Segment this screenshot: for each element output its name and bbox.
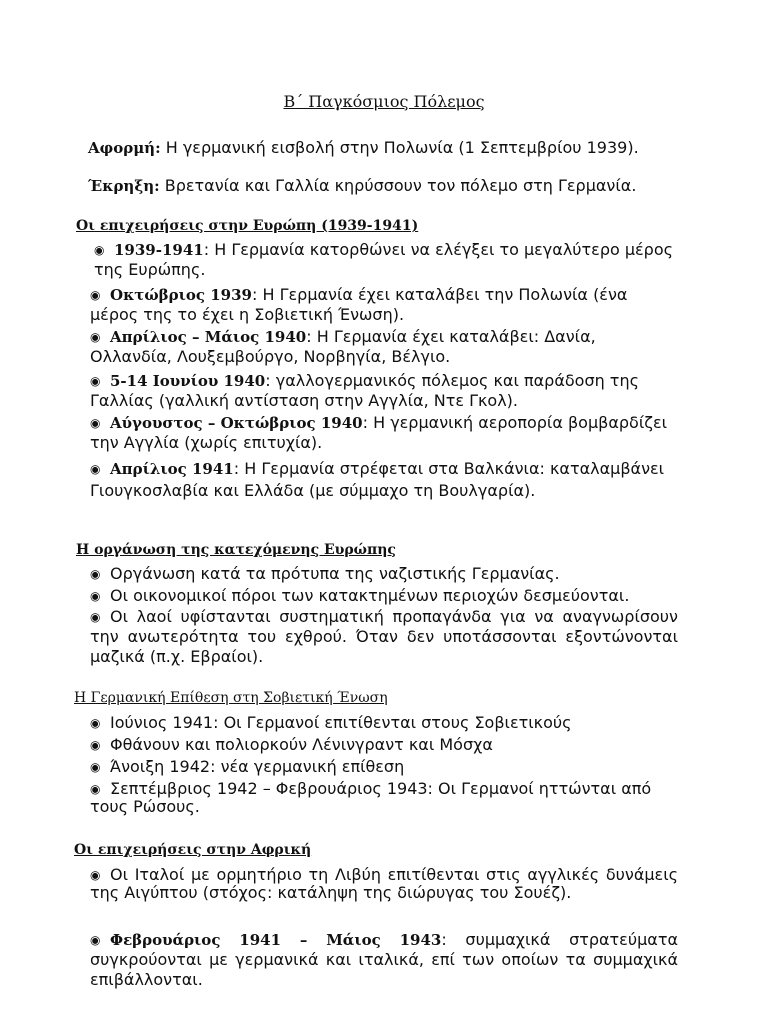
list-item [90,371,678,410]
page-title: Β΄ Παγκόσμιος Πόλεμος [283,92,485,111]
bullet-icon: ◉ [90,782,101,796]
item-text: : Η Γερμανία έχει καταλάβει την Πολωνία (ένα μέρος της το έχει η Σοβιετική Ένωση). [90,285,628,324]
list-item [90,930,678,990]
list-item [90,713,678,733]
bullet-icon: ◉ [90,330,101,344]
bullet-icon: ◉ [90,868,101,882]
bullet-icon: ◉ [90,288,101,302]
bullet-icon: ◉ [90,374,101,388]
item-text: : Η Γερμανία στρέφεται στα Βαλκάνια: καταλαμβάνει Γιουγκοσλαβία και Ελλάδα (με σύμμαχο τη Βουλγαρία). [90,459,665,500]
bullet-icon: ◉ [90,567,101,581]
list-item [90,586,678,606]
section-heading-africa: Οι επιχειρήσεις στην Αφρική [74,842,312,858]
item-date: Φεβρουάριος 1941 – Μάιος 1943 [110,931,442,949]
bullet-icon: ◉ [90,760,101,774]
list-item [90,564,678,584]
bullet-icon: ◉ [90,589,101,603]
item-date: 5-14 Ιουνίου 1940 [110,372,266,390]
list-item [90,757,678,777]
cause-text: Η γερμανική εισβολή στην Πολωνία (1 Σεπτεμβρίου 1939). [160,138,639,157]
item-date: 1939-1941 [114,241,204,259]
bullet-icon: ◉ [90,716,101,730]
item-text: Ιούνιος 1941: Οι Γερμανοί επιτίθενται στους Σοβιετικούς [110,713,572,732]
list-item [94,240,684,279]
list-item [90,327,678,366]
item-text: : Η Γερμανία έχει καταλάβει: Δανία, Ολλανδία, Λουξεμβούργο, Νορβηγία, Βέλγιο. [90,327,596,366]
list-item [90,285,678,324]
cause-label: Αφορμή: [88,139,161,157]
section-heading-ussr: Η Γερμανική Επίθεση στη Σοβιετική Ένωση [74,690,388,706]
list-item [90,866,678,902]
list-item [90,458,678,502]
section-heading-occupation: Η οργάνωση της κατεχόμενης Ευρώπης [76,542,396,558]
outbreak-label: Έκρηξη: [88,177,160,195]
list-item [90,735,678,755]
item-text: : συμμαχικά στρατεύματα συγκρούονται με γερμανικά και ιταλικά, επί των οποίων τα συμμαχικά επιβάλλονται. [90,930,678,989]
bullet-icon: ◉ [90,462,101,476]
item-text: : Η Γερμανία κατορθώνει να ελέγξει το μεγαλύτερο μέρος της Ευρώπης. [94,240,674,279]
outbreak-line [88,178,688,194]
item-text: Οι Ιταλοί με ορμητήριο τη Λιβύη επιτίθενται στις αγγλικές δυνάμεις της Αιγύπτου (στόχος: κατάληψη της διώρυγας του Σουέζ). [90,865,678,902]
section-heading-europe: Οι επιχειρήσεις στην Ευρώπη (1939-1941) [76,218,419,234]
item-text: Οι οικονομικοί πόροι των κατακτημένων περιοχών δεσμεύονται. [110,586,630,605]
item-date: Απρίλιος 1941 [110,460,234,478]
list-item [90,780,678,816]
bullet-icon: ◉ [90,933,101,947]
item-text: Φθάνουν και πολιορκούν Λένινγραντ και Μόσχα [110,735,493,754]
item-text: Άνοιξη 1942: νέα γερμανική επίθεση [110,757,405,776]
item-date: Αύγουστος – Οκτώβριος 1940 [110,414,363,432]
list-item [90,607,678,667]
outbreak-text: Βρετανία και Γαλλία κηρύσσουν τον πόλεμο στη Γερμανία. [159,176,637,195]
item-date: Οκτώβριος 1939 [110,286,252,304]
bullet-icon: ◉ [94,243,105,257]
bullet-icon: ◉ [90,610,101,624]
bullet-icon: ◉ [90,738,101,752]
item-text: : Η γερμανική αεροπορία βομβαρδίζει την Αγγλία (χωρίς επιτυχία). [90,413,668,452]
cause-line [88,140,688,156]
item-text: Σεπτέμβριος 1942 – Φεβρουάριος 1943: Οι Γερμανοί ηττώνται από τους Ρώσους. [90,779,652,816]
item-date: Απρίλιος – Μάιος 1940 [110,328,307,346]
item-text: Οι λαοί υφίστανται συστηματική προπαγάνδα για να αναγνωρίσουν την ανωτερότητα του εχθρού. Όταν δεν υποτάσσονται εξοντώνονται μαζικά (π.χ. Εβραίοι). [90,607,678,666]
item-text: Οργάνωση κατά τα πρότυπα της ναζιστικής Γερμανίας. [110,564,560,583]
item-text: : γαλλογερμανικός πόλεμος και παράδοση της Γαλλίας (γαλλική αντίσταση στην Αγγλία, Ντε Γκολ). [90,371,639,410]
list-item [90,413,678,452]
bullet-icon: ◉ [90,416,101,430]
